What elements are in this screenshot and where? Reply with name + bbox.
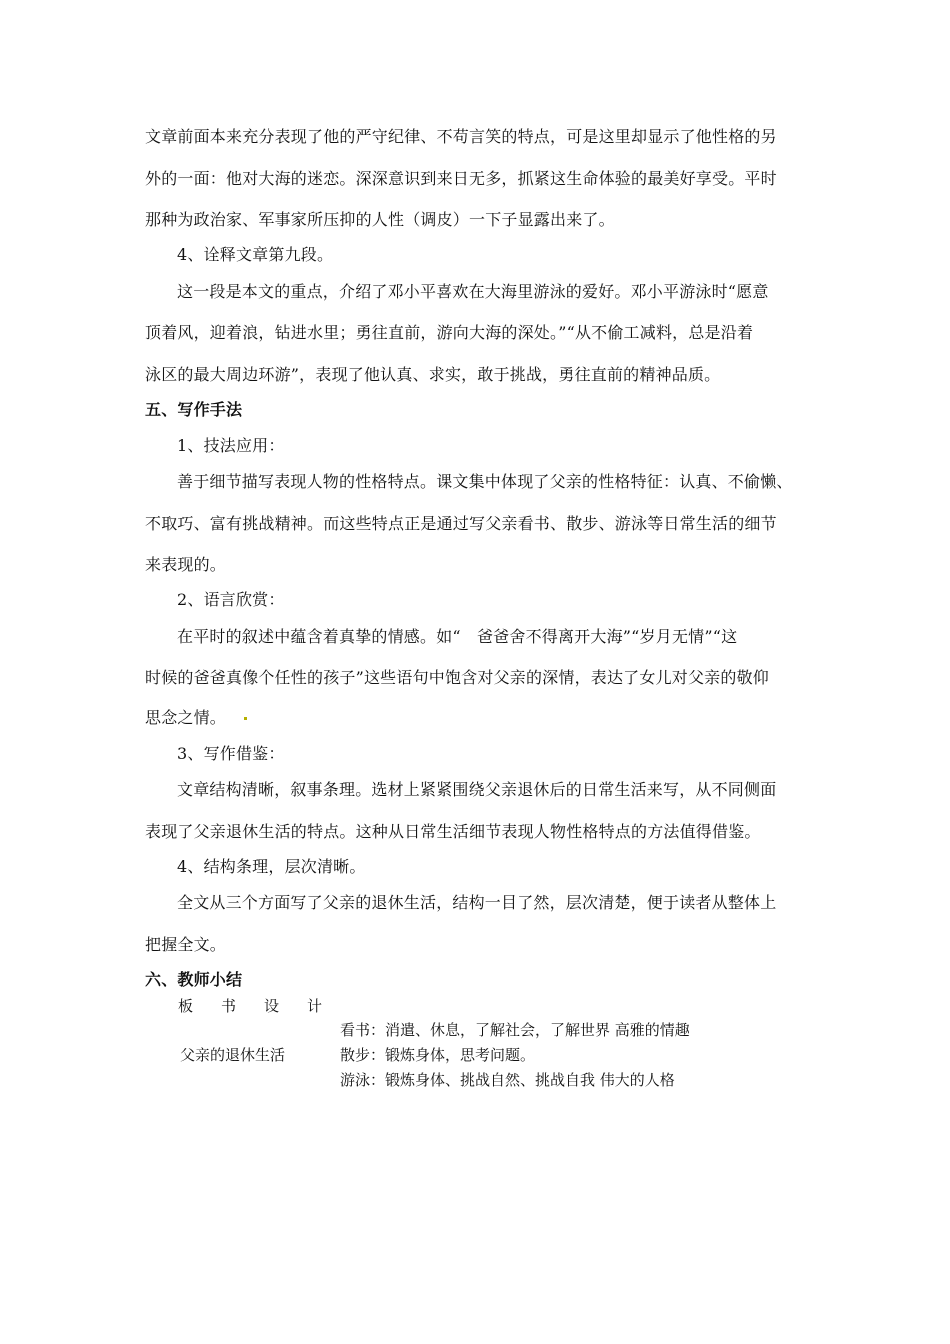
- paragraph-line: 思念之情。: [145, 708, 227, 727]
- paragraph-line: 在平时的叙述中蕴含着真挚的情感。如“ 爸爸舍不得离开大海”“岁月无情”“这: [177, 627, 738, 646]
- paragraph-line: 把握全文。: [145, 935, 227, 954]
- section-item-title: 1、技法应用：: [177, 436, 285, 455]
- paragraph-line: 文章结构清晰，叙事条理。选材上紧紧围绕父亲退休后的日常生活来写，从不同侧面: [177, 780, 777, 799]
- stray-mark: [244, 717, 247, 720]
- section-heading: 五、写作手法: [145, 400, 243, 419]
- paragraph-line: 不取巧、富有挑战精神。而这些特点正是通过写父亲看书、散步、游泳等日常生活的细节: [145, 514, 777, 533]
- board-row-reading: 看书：消遣、休息，了解社会，了解世界 高雅的情趣: [340, 1021, 690, 1039]
- section-item-title: 4、结构条理，层次清晰。: [177, 857, 366, 876]
- paragraph-line: 来表现的。: [145, 555, 227, 574]
- board-row-swimming: 游泳：锻炼身体、挑战自然、挑战自我 伟大的人格: [340, 1071, 675, 1089]
- paragraph-line: 泳区的最大周边环游”，表现了他认真、求实，敢于挑战，勇往直前的精神品质。: [145, 365, 721, 384]
- section-item-title: 2、语言欣赏：: [177, 590, 285, 609]
- board-row-walking: 散步：锻炼身体，思考问题。: [340, 1046, 536, 1064]
- section-item-title: 4、诠释文章第九段。: [177, 245, 334, 264]
- board-title-char: 书: [221, 997, 237, 1015]
- paragraph-line: 那种为政治家、军事家所压抑的人性（调皮）一下子显露出来了。: [145, 210, 615, 229]
- paragraph-line: 时候的爸爸真像个任性的孩子”这些语句中饱含对父亲的深情，表达了女儿对父亲的敬仰: [145, 668, 769, 687]
- paragraph-line: 全文从三个方面写了父亲的退休生活，结构一目了然，层次清楚，便于读者从整体上: [177, 893, 777, 912]
- paragraph-line: 这一段是本文的重点，介绍了邓小平喜欢在大海里游泳的爱好。邓小平游泳时“愿意: [177, 282, 769, 301]
- board-left-label: 父亲的退休生活: [180, 1046, 286, 1064]
- board-title-char: 板: [178, 997, 194, 1015]
- paragraph-line: 外的一面：他对大海的迷恋。深深意识到来日无多，抓紧这生命体验的最美好享受。平时: [145, 169, 777, 188]
- paragraph-line: 表现了父亲退休生活的特点。这种从日常生活细节表现人物性格特点的方法值得借鉴。: [145, 822, 761, 841]
- paragraph-line: 善于细节描写表现人物的性格特点。课文集中体现了父亲的性格特征：认真、不偷懒、: [177, 472, 793, 491]
- section-item-title: 3、写作借鉴：: [177, 744, 285, 763]
- board-title-char: 计: [307, 997, 323, 1015]
- board-design-title: [178, 995, 350, 1016]
- paragraph-line: 顶着风，迎着浪，钻进水里；勇往直前，游向大海的深处。”“从不偷工减料，总是沿着: [145, 323, 754, 342]
- section-heading: 六、教师小结: [145, 970, 243, 989]
- paragraph-line: 文章前面本来充分表现了他的严守纪律、不苟言笑的特点，可是这里却显示了他性格的另: [145, 127, 777, 146]
- board-title-char: 设: [264, 997, 280, 1015]
